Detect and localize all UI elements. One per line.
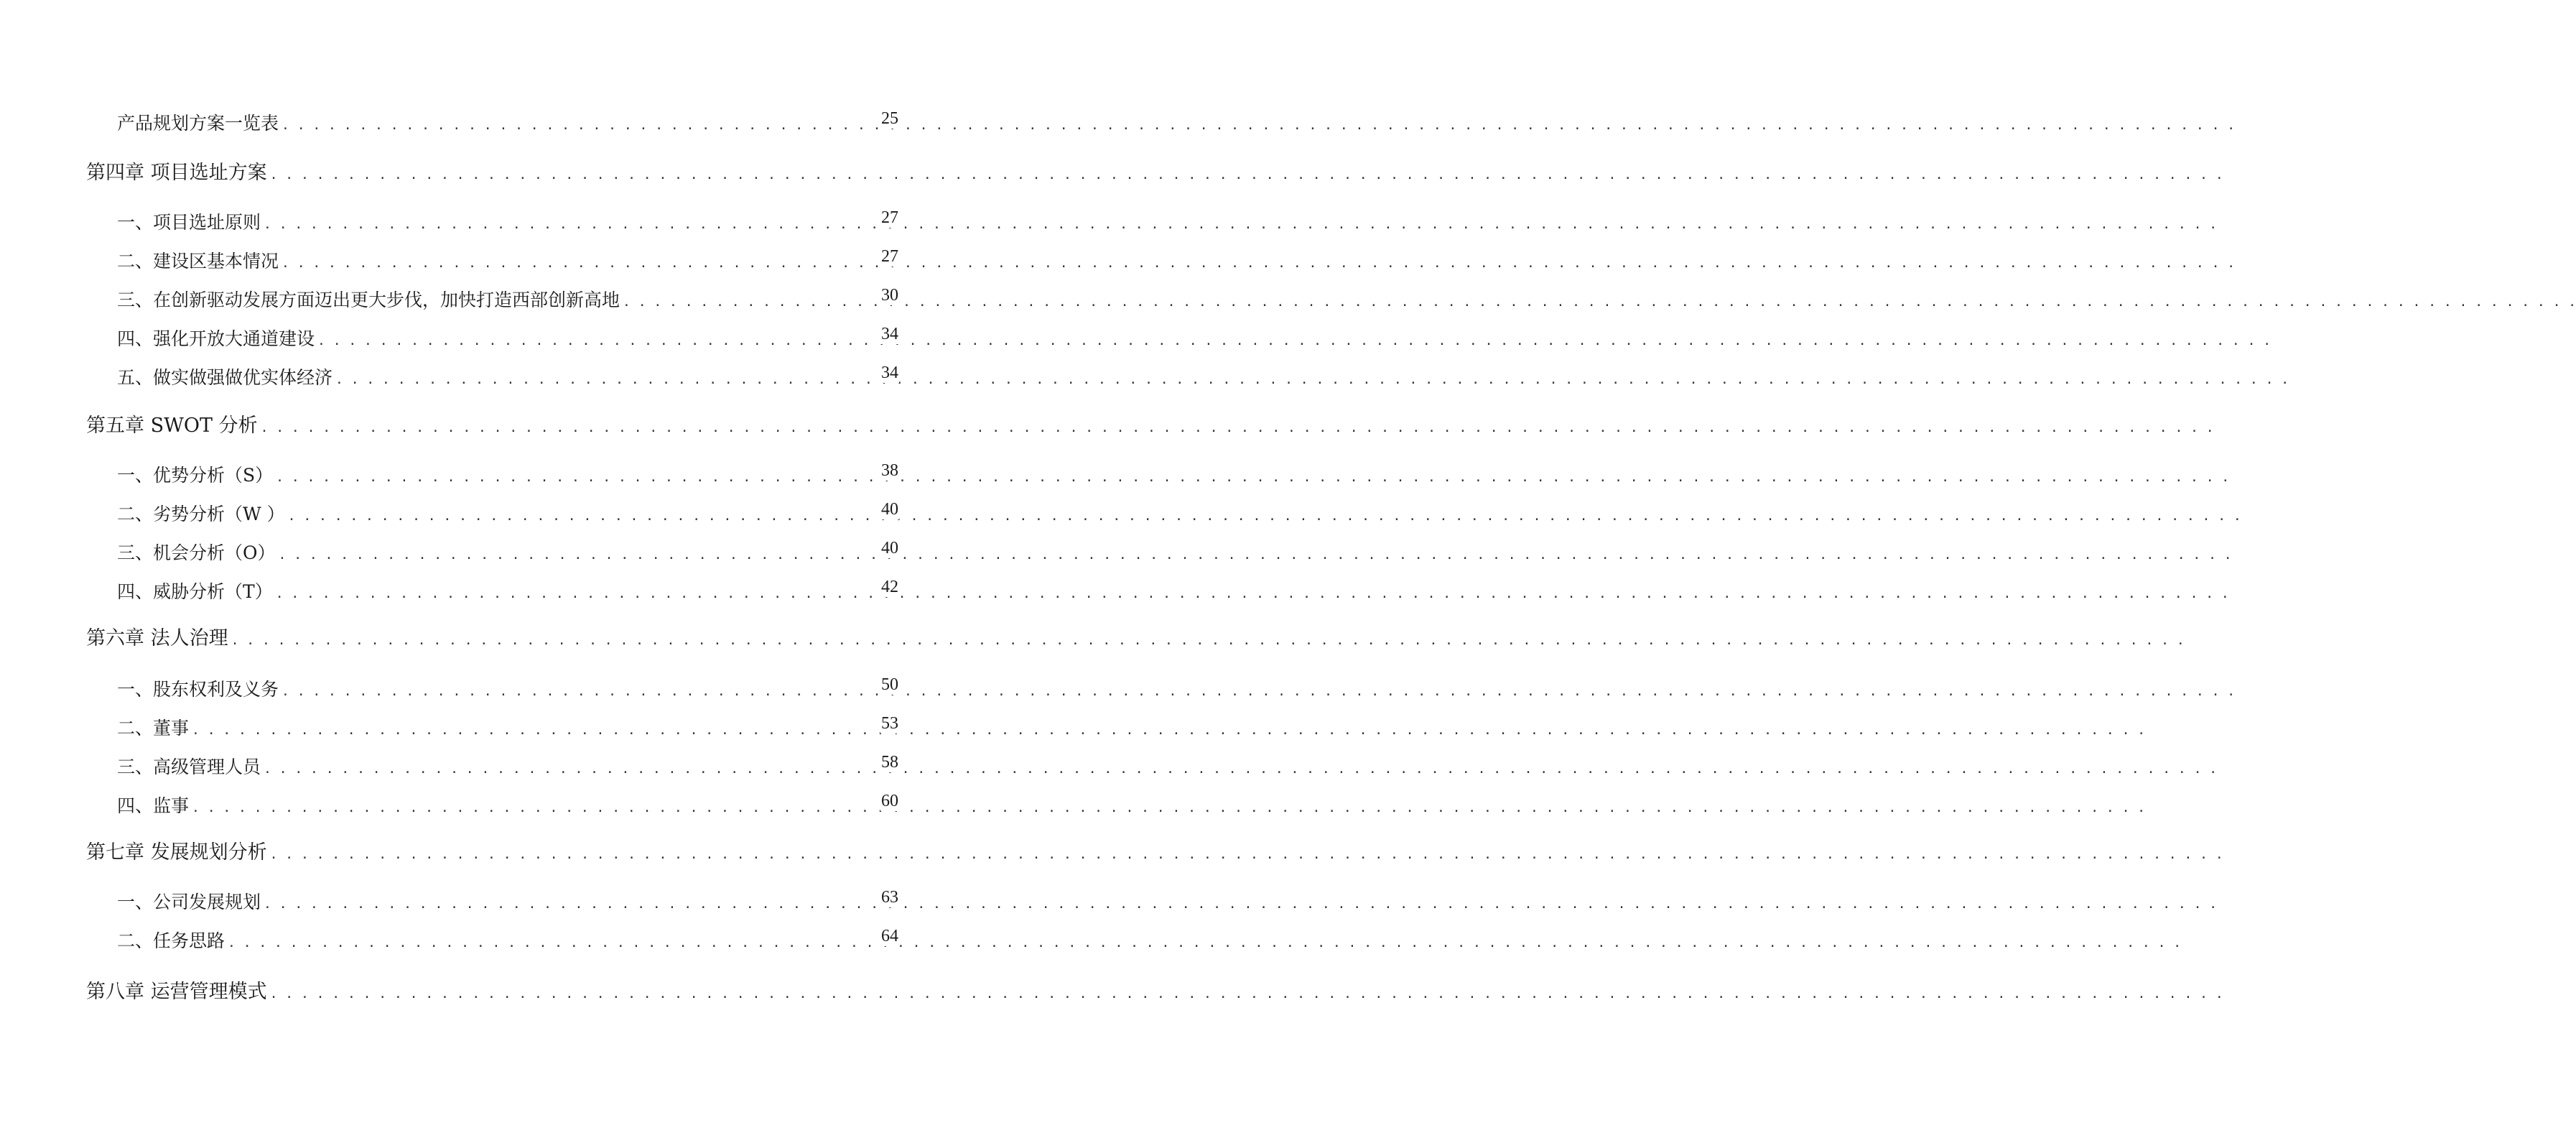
- toc-entry-title: 董事: [153, 718, 190, 739]
- dot-leader: [264, 217, 2217, 232]
- toc-entry-title: 强化开放大通道建设: [153, 328, 315, 349]
- dot-leader: [192, 800, 2145, 815]
- toc-entry-title: 在创新驱动发展方面迈出更大步伐，加快打造西部创新高地: [153, 290, 620, 310]
- toc-entry-number: 二、: [117, 718, 154, 739]
- toc-entry-page: 58: [881, 753, 898, 772]
- dot-leader: [288, 509, 2241, 524]
- toc-entry[interactable]: [117, 364, 898, 389]
- toc-entry-title: 公司发展规划: [153, 892, 261, 912]
- toc-entry-page: 27: [881, 247, 898, 266]
- toc-entry-number: 四、: [117, 795, 154, 816]
- dot-leader: [279, 547, 2232, 563]
- toc-entry-number: 三、: [117, 757, 154, 777]
- toc-entry-page: 25: [881, 109, 898, 128]
- toc-entry-page: 34: [881, 325, 898, 343]
- toc-entry[interactable]: [117, 539, 898, 565]
- dot-leader: [276, 470, 2229, 485]
- toc-entry-title: 威胁分析（T）: [153, 581, 273, 602]
- toc-entry-page: 42: [881, 578, 898, 596]
- toc-entry-page: 50: [881, 675, 898, 694]
- dot-leader: [264, 897, 2217, 912]
- toc-entry-title: 产品规划方案一览表: [117, 113, 279, 134]
- toc-entry-title: 做实做强做优实体经济: [153, 367, 333, 388]
- dot-leader: [282, 684, 2235, 699]
- table-of-contents: [0, 0, 898, 1138]
- dot-leader: [270, 167, 2223, 182]
- toc-entry[interactable]: [117, 247, 898, 273]
- toc-entry[interactable]: [117, 208, 898, 234]
- dot-leader: [270, 986, 2223, 1001]
- toc-entry[interactable]: [117, 286, 898, 312]
- toc-entry-page: 60: [881, 792, 898, 810]
- dot-leader: [317, 333, 2271, 348]
- toc-entry-number: 二、: [117, 504, 154, 524]
- toc-chapter-title: 第五章 SWOT 分析: [86, 415, 258, 437]
- dot-leader: [276, 586, 2229, 601]
- toc-entry-number: 五、: [117, 367, 154, 388]
- dot-leader: [228, 935, 2181, 950]
- dot-leader: [270, 847, 2223, 862]
- toc-entry-page: 38: [881, 461, 898, 480]
- toc-entry-number: 一、: [117, 679, 154, 700]
- toc-chapter-title: 第六章 法人治理: [86, 627, 228, 649]
- toc-entry-number: 四、: [117, 581, 154, 602]
- toc-entry-number: 三、: [117, 290, 154, 310]
- toc-entry-number: 二、: [117, 930, 154, 951]
- toc-entry-title: 项目选址原则: [153, 212, 261, 233]
- toc-entry-page: 53: [881, 714, 898, 733]
- toc-entry[interactable]: [117, 325, 898, 351]
- toc-entry-page: 34: [881, 364, 898, 382]
- toc-entry[interactable]: [117, 578, 898, 603]
- toc-entry[interactable]: [117, 500, 898, 526]
- dot-leader: [231, 633, 2185, 648]
- toc-chapter[interactable]: [86, 976, 879, 1004]
- toc-chapter[interactable]: [86, 622, 879, 650]
- toc-entry-number: 一、: [117, 465, 154, 486]
- dot-leader: [282, 256, 2235, 271]
- toc-entry-title: 优势分析（S）: [153, 465, 274, 486]
- toc-entry[interactable]: [117, 675, 898, 701]
- toc-entry[interactable]: [117, 109, 898, 135]
- toc-entry-title: 机会分析（O）: [153, 542, 276, 563]
- toc-entry[interactable]: [117, 888, 898, 914]
- toc-entry-title: 任务思路: [153, 930, 225, 951]
- toc-entry-page: 40: [881, 500, 898, 519]
- dot-leader: [261, 420, 2214, 435]
- toc-entry-number: 一、: [117, 892, 154, 912]
- toc-entry[interactable]: [117, 753, 898, 779]
- toc-entry-page: 64: [881, 927, 898, 945]
- toc-chapter-title: 第七章 发展规划分析: [86, 841, 267, 864]
- dot-leader: [282, 118, 2235, 133]
- toc-chapter[interactable]: [86, 410, 879, 438]
- toc-entry[interactable]: [117, 792, 898, 818]
- toc-chapter[interactable]: [86, 157, 879, 185]
- toc-chapter-title: 第八章 运营管理模式: [86, 981, 267, 1003]
- toc-entry-page: 27: [881, 208, 898, 227]
- toc-chapter[interactable]: [86, 836, 879, 864]
- toc-entry-number: 三、: [117, 542, 154, 563]
- toc-entry-title: 高级管理人员: [153, 757, 261, 777]
- toc-entry[interactable]: [117, 927, 898, 953]
- toc-entry-title: 建设区基本情况: [153, 251, 279, 272]
- toc-entry[interactable]: [117, 714, 898, 740]
- dot-leader: [264, 762, 2217, 777]
- toc-entry-page: 63: [881, 888, 898, 907]
- toc-entry-page: 40: [881, 539, 898, 558]
- toc-entry-title: 股东权利及义务: [153, 679, 279, 700]
- toc-entry-page: 30: [881, 286, 898, 305]
- toc-entry-title: 劣势分析（W ）: [153, 504, 285, 524]
- toc-entry-number: 四、: [117, 328, 154, 349]
- toc-chapter-title: 第四章 项目选址方案: [86, 162, 267, 184]
- toc-entry[interactable]: [117, 461, 898, 487]
- dot-leader: [335, 372, 2289, 387]
- toc-entry-number: 一、: [117, 212, 154, 233]
- toc-entry-title: 监事: [153, 795, 190, 816]
- dot-leader: [623, 295, 2576, 310]
- dot-leader: [192, 723, 2145, 738]
- toc-entry-number: 二、: [117, 251, 154, 272]
